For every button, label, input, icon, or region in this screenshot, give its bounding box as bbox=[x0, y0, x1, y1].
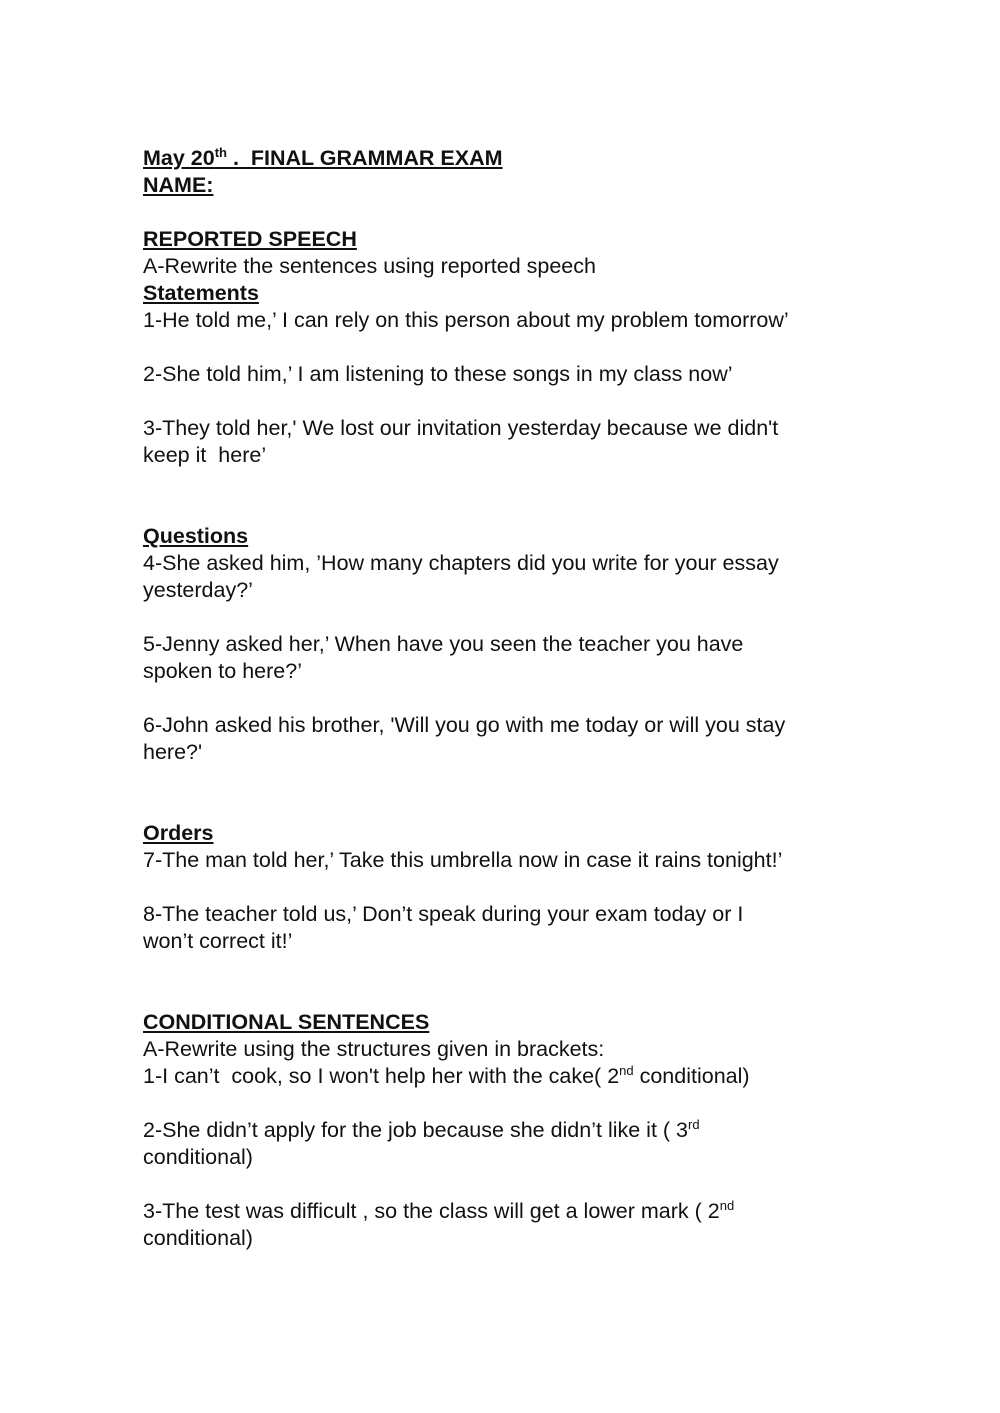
instruction-reported-speech: A-Rewrite the sentences using reported speech bbox=[143, 254, 596, 278]
question-item-5: 5-Jenny asked her,’ When have you seen the teacher you have bbox=[143, 632, 744, 656]
question-item-4-cont: yesterday?’ bbox=[143, 578, 253, 602]
question-item-6-cont: here?' bbox=[143, 740, 203, 764]
subheading-orders: Orders bbox=[143, 821, 214, 845]
exam-date-suffix: th bbox=[214, 145, 227, 160]
subheading-questions: Questions bbox=[143, 524, 249, 548]
statement-item-3: 3-They told her,' We lost our invitation yesterday because we didn't bbox=[143, 416, 779, 440]
conditional-item-3-sup: nd bbox=[719, 1198, 735, 1213]
conditional-item-3-text: 3-The test was difficult , so the class will get a lower mark ( 2 bbox=[143, 1199, 720, 1223]
statement-item-2: 2-She told him,’ I am listening to these songs in my class now’ bbox=[143, 362, 733, 386]
question-item-4: 4-She asked him, ’How many chapters did you write for your essay bbox=[143, 551, 779, 575]
statement-item-3-cont: keep it here’ bbox=[143, 443, 267, 467]
question-item-6: 6-John asked his brother, 'Will you go with me today or will you stay bbox=[143, 713, 786, 737]
question-item-5-cont: spoken to here?’ bbox=[143, 659, 302, 683]
order-item-8-cont: won’t correct it!’ bbox=[143, 929, 293, 953]
section-heading-reported-speech: REPORTED SPEECH bbox=[143, 227, 357, 251]
conditional-item-2-sup: rd bbox=[688, 1117, 700, 1132]
exam-document bbox=[143, 145, 883, 1252]
conditional-item-1-text: 1-I can’t cook, so I won't help her with the cake( 2 bbox=[143, 1064, 620, 1088]
conditional-item-2-text: 2-She didn’t apply for the job because she didn’t like it ( 3 bbox=[143, 1118, 688, 1142]
exam-title-text: . FINAL GRAMMAR EXAM bbox=[227, 146, 503, 170]
exam-date: May 20 bbox=[143, 146, 215, 170]
conditional-item-2-cont: conditional) bbox=[143, 1145, 253, 1169]
subheading-statements: Statements bbox=[143, 281, 259, 305]
statement-item-1: 1-He told me,’ I can rely on this person about my problem tomorrow’ bbox=[143, 308, 789, 332]
conditional-item-1-post: conditional) bbox=[633, 1064, 750, 1088]
instruction-conditionals: A-Rewrite using the structures given in brackets: bbox=[143, 1037, 605, 1061]
conditional-item-2 bbox=[143, 1117, 883, 1144]
conditional-item-3-cont: conditional) bbox=[143, 1226, 253, 1250]
conditional-item-3 bbox=[143, 1198, 883, 1225]
name-label: NAME: bbox=[143, 173, 214, 197]
section-heading-conditionals: CONDITIONAL SENTENCES bbox=[143, 1010, 430, 1034]
conditional-item-1-sup: nd bbox=[619, 1063, 634, 1078]
order-item-7: 7-The man told her,’ Take this umbrella now in case it rains tonight!’ bbox=[143, 848, 783, 872]
conditional-item-1 bbox=[143, 1063, 883, 1090]
exam-title bbox=[143, 145, 883, 172]
order-item-8: 8-The teacher told us,’ Don’t speak during your exam today or I bbox=[143, 902, 744, 926]
